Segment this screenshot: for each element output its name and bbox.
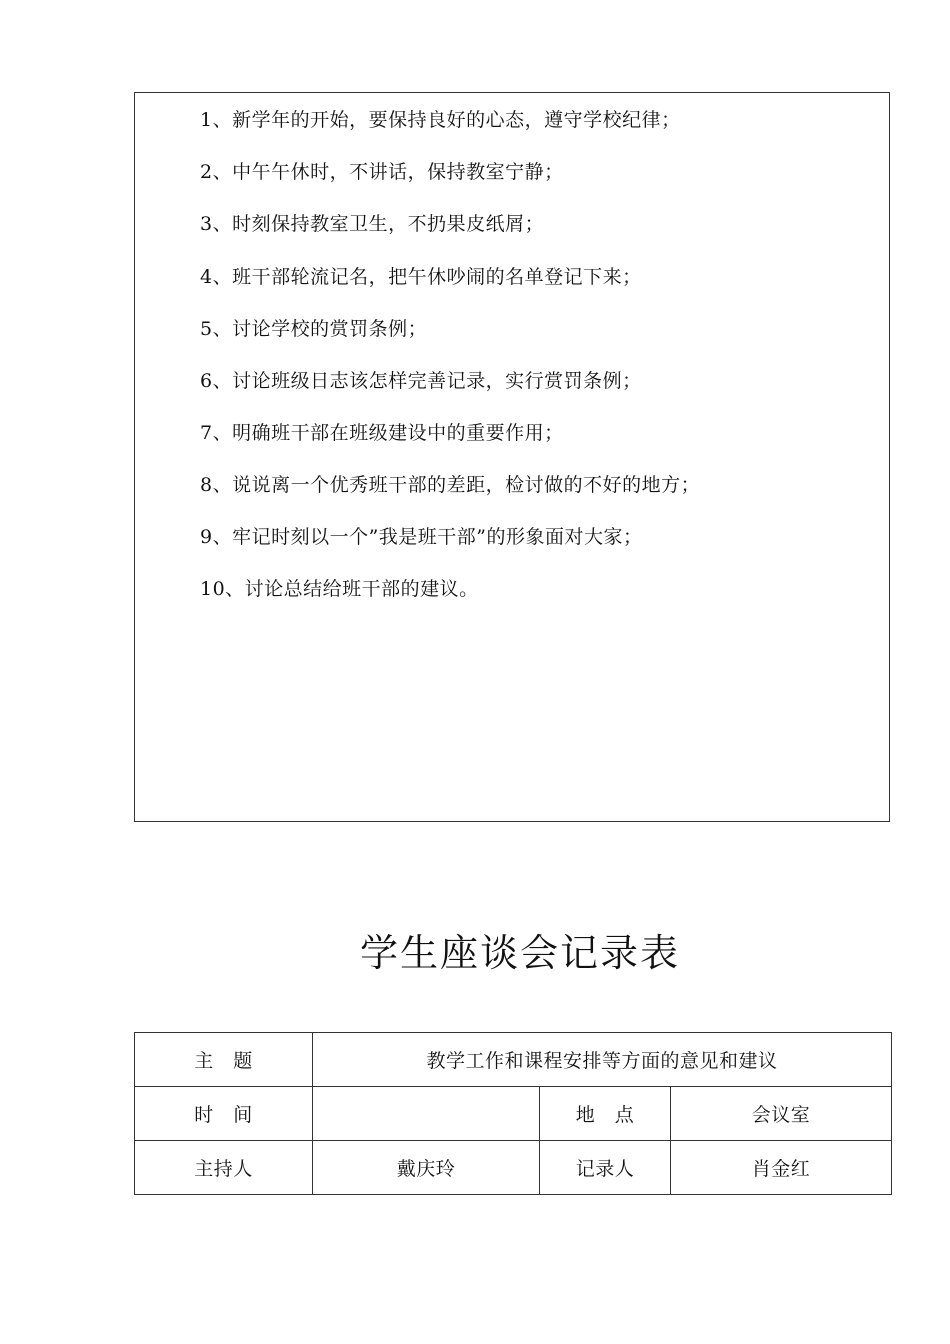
place-value: 会议室 [671, 1087, 892, 1141]
agenda-item-1: 1、新学年的开始，要保持良好的心态，遵守学校纪律； [200, 109, 681, 131]
agenda-item-10: 10、讨论总结给班干部的建议。 [200, 578, 479, 600]
agenda-item-4: 4、班干部轮流记名，把午休吵闹的名单登记下来； [200, 266, 642, 288]
place-label: 地 点 [540, 1087, 671, 1141]
agenda-item-7: 7、明确班干部在班级建设中的重要作用； [200, 422, 564, 444]
agenda-box [134, 92, 890, 822]
agenda-item-9: 9、牢记时刻以一个”我是班干部”的形象面对大家； [200, 526, 643, 548]
document-title: 学生座谈会记录表 [359, 931, 680, 975]
host-label: 主持人 [135, 1141, 313, 1195]
table-row-host-recorder [135, 1141, 892, 1195]
agenda-item-8: 8、说说离一个优秀班干部的差距，检讨做的不好的地方； [200, 474, 701, 496]
topic-label: 主 题 [135, 1033, 313, 1087]
meeting-record-table [134, 1032, 892, 1195]
topic-value: 教学工作和课程安排等方面的意见和建议 [313, 1033, 892, 1087]
agenda-item-2: 2、中午午休时，不讲话，保持教室宁静； [200, 161, 564, 183]
time-label: 时 间 [135, 1087, 313, 1141]
recorder-label: 记录人 [540, 1141, 671, 1195]
recorder-value: 肖金红 [671, 1141, 892, 1195]
table-row-topic [135, 1033, 892, 1087]
table-row-time-place [135, 1087, 892, 1141]
agenda-item-3: 3、时刻保持教室卫生，不扔果皮纸屑； [200, 213, 545, 235]
agenda-item-5: 5、讨论学校的赏罚条例； [200, 318, 428, 340]
agenda-item-6: 6、讨论班级日志该怎样完善记录，实行赏罚条例； [200, 370, 642, 392]
host-value: 戴庆玲 [313, 1141, 540, 1195]
time-value [313, 1087, 540, 1141]
